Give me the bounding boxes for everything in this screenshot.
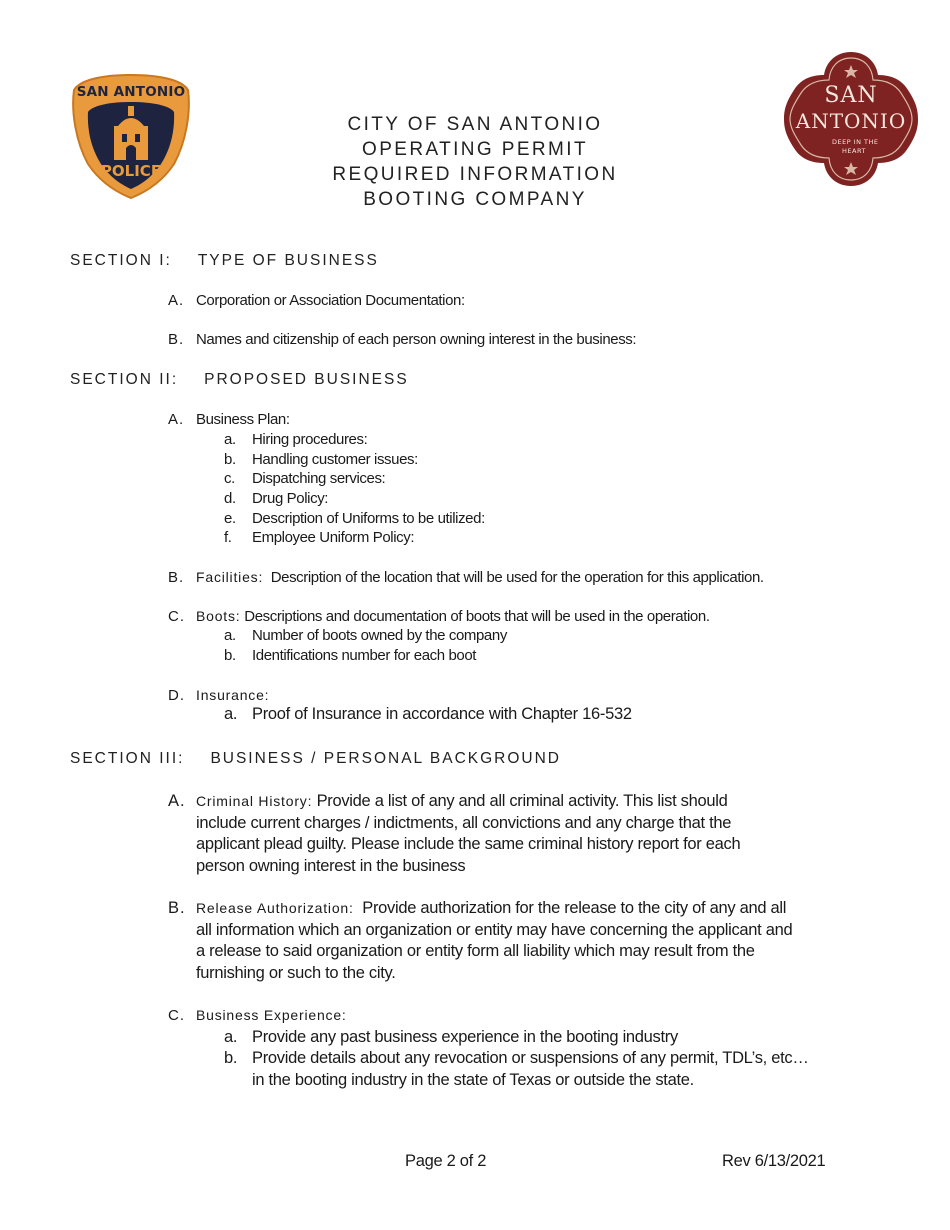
- item-text-line-3: applicant plead guilty. Please include the same criminal history report for each: [196, 835, 741, 853]
- section-3-item-c: [168, 1007, 347, 1024]
- section-2-item-a: [168, 411, 290, 428]
- city-logo-tagline-2: HEART: [842, 147, 866, 155]
- section-2-item-c: [168, 608, 710, 625]
- police-badge-line2: POLICE: [100, 162, 162, 180]
- business-plan-sub-a: [224, 431, 367, 448]
- item-text-line-3: a release to said organization or entity form all liability which may result from the: [196, 942, 755, 960]
- section-2-item-d: [168, 687, 269, 704]
- sub-letter: a.: [224, 431, 236, 448]
- item-letter: B.: [168, 569, 185, 586]
- sub-text: Hiring procedures:: [252, 431, 368, 448]
- item-text: Names and citizenship of each person owning interest in the business:: [196, 331, 637, 348]
- item-label: Criminal History:: [196, 793, 313, 809]
- item-text-line-1: Provide authorization for the release to the city of any and all: [362, 899, 787, 917]
- business-plan-sub-c: [224, 470, 385, 487]
- sub-text: Identifications number for each boot: [252, 647, 477, 664]
- item-label: Insurance:: [196, 687, 270, 703]
- item-text-line-2: all information which an organization or entity may have concerning the applicant and: [196, 920, 793, 939]
- insurance-sub-a: [224, 705, 632, 724]
- sub-text-line-2: in the booting industry in the state of Texas or outside the state.: [252, 1070, 694, 1089]
- business-plan-sub-b: [224, 451, 418, 468]
- city-logo-line2: ANTONIO: [795, 109, 907, 133]
- sub-letter: d.: [224, 490, 236, 507]
- item-letter: D.: [168, 687, 185, 704]
- sub-letter: a.: [224, 1028, 238, 1046]
- business-plan-sub-d: [224, 490, 328, 507]
- item-text: Descriptions and documentation of boots that will be used in the operation.: [244, 608, 710, 625]
- section-3-heading: [70, 750, 561, 768]
- section-2-title: PROPOSED BUSINESS: [204, 371, 409, 388]
- experience-sub-b: [224, 1048, 864, 1091]
- section-2-item-b: [168, 569, 764, 586]
- item-text-line-2: include current charges / indictments, all convictions and any charge that the: [196, 813, 732, 832]
- item-letter: A.: [168, 411, 185, 428]
- business-plan-sub-e: [224, 510, 485, 527]
- sub-text: Handling customer issues:: [252, 451, 418, 468]
- document-title: [0, 112, 950, 212]
- sub-letter: c.: [224, 470, 235, 487]
- item-label: Business Experience:: [196, 1007, 347, 1023]
- section-1-heading: [70, 252, 379, 270]
- title-line-2: OPERATING PERMIT: [362, 139, 588, 160]
- sub-text-line-1: Provide details about any revocation or suspensions of any permit, TDL’s, etc…: [252, 1049, 809, 1067]
- section-2-number: SECTION II:: [70, 371, 179, 388]
- item-text: Description of the location that will be used for the operation for this application.: [270, 569, 764, 586]
- experience-sub-a: [224, 1027, 864, 1049]
- item-text-line-1: Provide a list of any and all criminal activity. This list should: [316, 792, 728, 810]
- sub-letter: a.: [224, 627, 236, 644]
- sub-letter: b.: [224, 451, 236, 468]
- sub-letter: b.: [224, 1049, 238, 1067]
- item-text: Corporation or Association Documentation:: [196, 292, 465, 309]
- sub-text: Description of Uniforms to be utilized:: [252, 510, 485, 527]
- item-letter: B.: [168, 331, 185, 348]
- title-line-3: REQUIRED INFORMATION: [332, 164, 618, 185]
- item-letter: A.: [168, 792, 186, 810]
- sub-text: Number of boots owned by the company: [252, 627, 507, 644]
- item-label: Facilities:: [196, 569, 264, 585]
- item-letter: A.: [168, 292, 185, 309]
- sub-text: Drug Policy:: [252, 490, 329, 507]
- police-badge-line1: SAN ANTONIO: [76, 84, 186, 100]
- section-1-item-a: [168, 292, 465, 309]
- item-letter: B.: [168, 899, 186, 917]
- section-1-item-b: [168, 331, 636, 348]
- city-logo-line1: SAN: [824, 83, 878, 108]
- section-3-title: BUSINESS / PERSONAL BACKGROUND: [210, 750, 561, 767]
- title-line-4: BOOTING COMPANY: [363, 189, 587, 210]
- section-3-number: SECTION III:: [70, 750, 185, 767]
- section-2-heading: [70, 371, 409, 389]
- item-text-line-4: person owning interest in the business: [196, 856, 466, 875]
- sub-text: Employee Uniform Policy:: [252, 529, 415, 546]
- sub-text: Dispatching services:: [252, 470, 386, 487]
- city-logo-tagline-1: DEEP IN THE: [832, 138, 879, 146]
- revision-date: Rev 6/13/2021: [722, 1152, 826, 1170]
- item-letter: C.: [168, 608, 185, 625]
- page-number: Page 2 of 2: [405, 1152, 487, 1170]
- title-line-1: CITY OF SAN ANTONIO: [347, 114, 603, 135]
- item-label: Boots:: [196, 608, 241, 624]
- sub-text: Proof of Insurance in accordance with Chapter 16-532: [252, 705, 632, 723]
- boots-sub-b: [224, 647, 476, 664]
- item-text-line-4: furnishing or such to the city.: [196, 963, 396, 982]
- section-1-number: SECTION I:: [70, 252, 172, 269]
- boots-sub-a: [224, 627, 507, 644]
- section-3-item-b: [168, 898, 858, 984]
- sub-text: Provide any past business experience in the booting industry: [252, 1028, 678, 1046]
- sub-letter: f.: [224, 529, 232, 546]
- sub-letter: a.: [224, 705, 238, 723]
- item-text: Business Plan:: [196, 411, 290, 428]
- item-letter: C.: [168, 1007, 185, 1024]
- sub-letter: e.: [224, 510, 236, 527]
- business-plan-sub-f: [224, 529, 414, 546]
- section-1-title: TYPE OF BUSINESS: [197, 252, 379, 269]
- section-3-item-a: [168, 791, 858, 877]
- sub-letter: b.: [224, 647, 236, 664]
- item-label: Release Authorization:: [196, 900, 354, 916]
